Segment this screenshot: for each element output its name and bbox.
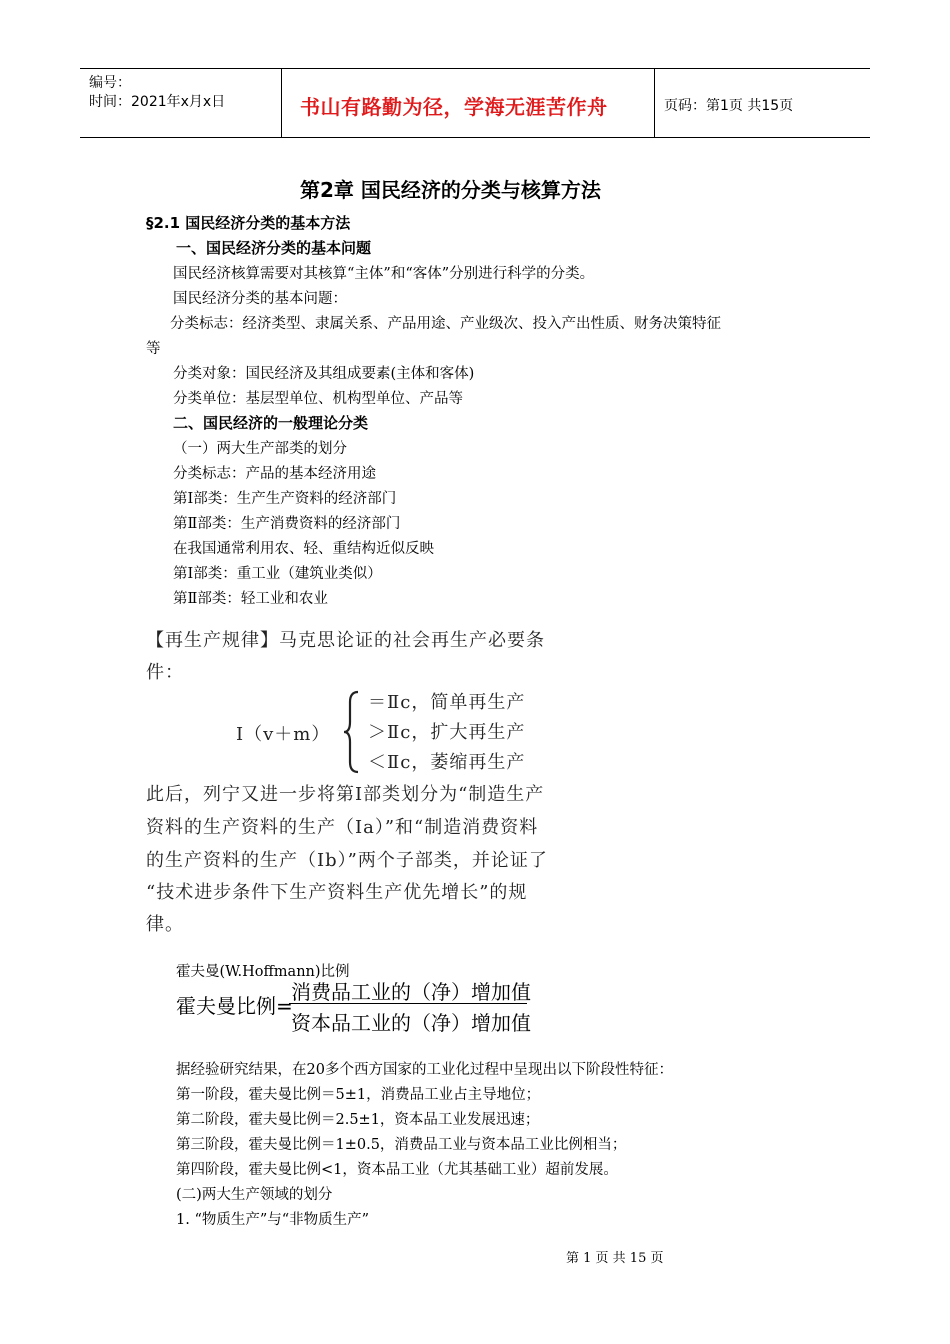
reproduction-line: 件： — [146, 662, 184, 683]
hoffmann-numerator: 消费品工业的（净）增加值 — [291, 980, 531, 1004]
motto: 书山有路勤为径，学海无涯苦作舟 — [300, 95, 608, 119]
hoffmann-heading: 霍夫曼(W.Hoffmann)比例 — [176, 964, 350, 980]
stage-line: 据经验研究结果，在20多个西方国家的工业化过程中呈现出以下阶段性特征： — [176, 1062, 673, 1078]
reproduction-line: 【再生产规律】马克思论证的社会再生产必要条 — [146, 630, 545, 651]
stage-line: 第四阶段，霍夫曼比例<1，资本品工业（尤其基础工业）超前发展。 — [176, 1162, 618, 1178]
paragraph-line: 分类对象：国民经济及其组成要素(主体和客体) — [173, 366, 475, 382]
formula-case: ＝Ⅱc，简单再生产 — [368, 692, 526, 713]
paragraph-line: 第Ⅱ部类：轻工业和农业 — [173, 591, 328, 607]
page-footer: 第 1 页 共 15 页 — [566, 1251, 664, 1266]
hoffmann-formula-lhs: 霍夫曼比例= — [176, 994, 293, 1018]
paragraph-line: 国民经济分类的基本问题： — [173, 291, 347, 307]
hoffmann-denominator: 资本品工业的（净）增加值 — [291, 1011, 531, 1035]
paragraph-line: 第Ⅰ部类：重工业（建筑业类似） — [173, 566, 382, 582]
document-header — [80, 68, 870, 138]
part1-title: 一、国民经济分类的基本问题 — [176, 239, 372, 257]
stage-line: 第一阶段，霍夫曼比例＝5±1，消费品工业占主导地位； — [176, 1087, 541, 1103]
fraction-bar — [289, 1003, 527, 1004]
formula-case: ＞Ⅱc，扩大再生产 — [368, 722, 526, 743]
lenin-line: “技术进步条件下生产资料生产优先增长”的规 — [146, 882, 528, 903]
paragraph-line: 在我国通常利用农、轻、重结构近似反映 — [173, 541, 434, 557]
header-divider — [281, 69, 282, 137]
chapter-title: 第2章 国民经济的分类与核算方法 — [300, 178, 601, 202]
lenin-line: 的生产资料的生产（Ⅰb）”两个子部类，并论证了 — [146, 850, 548, 871]
paragraph-line: 分类标志：产品的基本经济用途 — [173, 466, 376, 482]
stage-line: (二)两大生产领域的划分 — [176, 1187, 333, 1203]
paragraph-line: （一）两大生产部类的划分 — [173, 441, 347, 457]
stage-line: 第三阶段，霍夫曼比例＝1±0.5，消费品工业与资本品工业比例相当； — [176, 1137, 627, 1153]
stage-line: 第二阶段，霍夫曼比例＝2.5±1，资本品工业发展迅速； — [176, 1112, 540, 1128]
paragraph-line: 分类单位：基层型单位、机构型单位、产品等 — [173, 391, 463, 407]
formula-case: ＜Ⅱc，萎缩再生产 — [368, 752, 526, 773]
section-title: §2.1 国民经济分类的基本方法 — [146, 214, 351, 232]
time-label: 时间：2021年x月x日 — [89, 94, 226, 110]
part2-title: 二、国民经济的一般理论分类 — [173, 414, 369, 432]
lenin-line: 资料的生产资料的生产（Ⅰa）”和“制造消费资料 — [146, 817, 539, 838]
stage-line: 1. “物质生产”与“非物质生产” — [176, 1212, 370, 1228]
formula-lhs: Ⅰ（v＋m） — [236, 724, 331, 745]
paragraph-line: 第Ⅰ部类：生产生产资料的经济部门 — [173, 491, 397, 507]
curly-brace-icon — [342, 690, 362, 774]
code-label: 编号： — [89, 75, 131, 91]
paragraph-line: 第Ⅱ部类：生产消费资料的经济部门 — [173, 516, 401, 532]
paragraph-line: 国民经济核算需要对其核算“主体”和“客体”分别进行科学的分类。 — [173, 266, 595, 282]
page-info: 页码：第1页 共15页 — [664, 98, 794, 114]
paragraph-line: 分类标志：经济类型、隶属关系、产品用途、产业级次、投入产出性质、财务决策特征 — [170, 316, 721, 332]
paragraph-line: 等 — [146, 341, 161, 357]
lenin-line: 此后，列宁又进一步将第Ⅰ部类划分为“制造生产 — [146, 784, 545, 805]
header-divider — [654, 69, 655, 137]
lenin-line: 律。 — [146, 914, 184, 935]
